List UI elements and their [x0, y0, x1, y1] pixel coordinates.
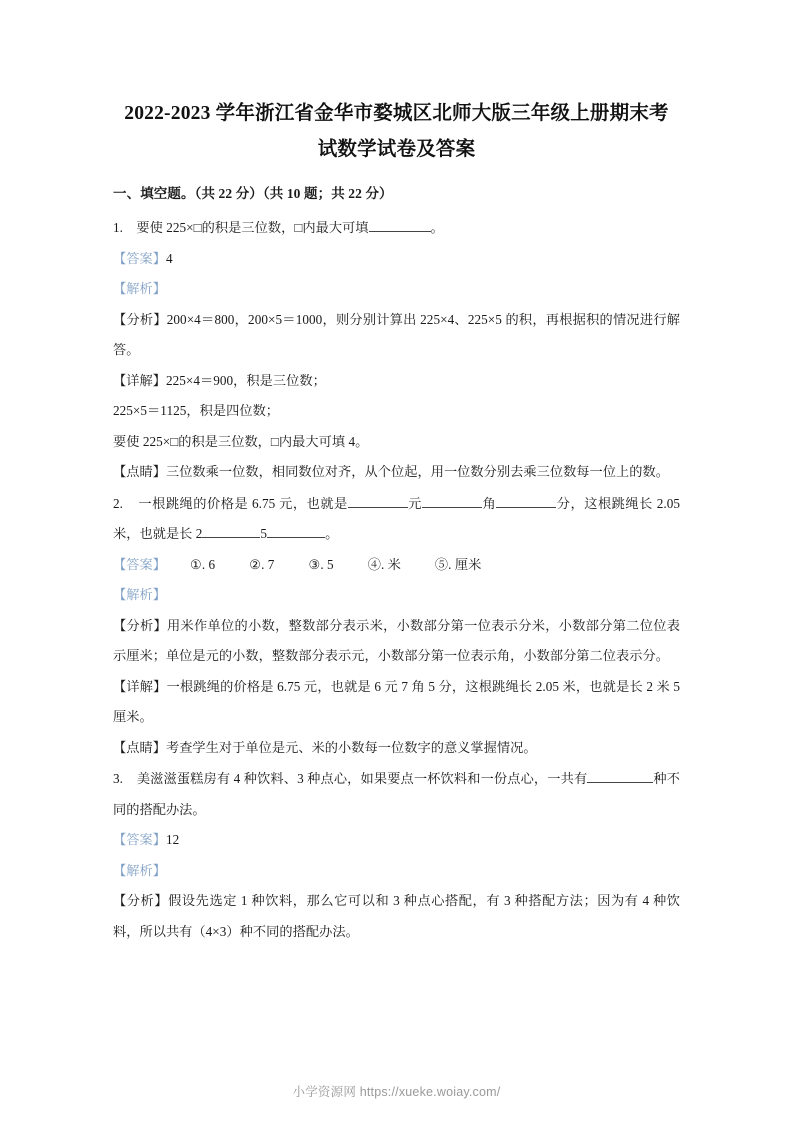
- question-stem-text-1: 要使 225×□的积是三位数，□内最大可填: [136, 220, 369, 235]
- detail-text-2: 一根跳绳的价格是 6.75 元，也就是 6 元 7 角 5 分，这根跳绳长 2.05 米，也就是长 2 米 5 厘米。: [113, 678, 681, 724]
- question-end-2: 。: [325, 526, 339, 541]
- option-mark: ①.: [189, 556, 206, 572]
- tip-line-2: [113, 733, 680, 764]
- tip-label: 【点睛】: [113, 739, 166, 755]
- option-mark: ④.: [367, 556, 385, 572]
- option-value: 5: [327, 556, 334, 572]
- tip-text-2: 考查学生对于单位是元、米的小数每一位数字的意义掌握情况。: [165, 739, 537, 755]
- explain-label: 【解析】: [113, 281, 166, 296]
- answer-label: 【答案】: [113, 250, 166, 266]
- answer-line-2: [113, 550, 680, 581]
- answer-option: [190, 550, 215, 581]
- question-stem-suffix-3: 种不同的搭配办法。: [113, 771, 680, 817]
- option-value: 7: [267, 556, 275, 572]
- footer-watermark: 小学资源网 https://xueke.woiay.com/: [292, 1085, 501, 1099]
- analysis-text-3: 假设先选定 1 种饮料，那么它可以和 3 种点心搭配，有 3 种搭配方法；因为有 4 种饮料，所以共有（4×3）种不同的搭配办法。: [113, 893, 680, 939]
- explain-line-3: [113, 856, 680, 887]
- answer-value-1: 4: [165, 250, 173, 266]
- analysis-label: 【分析】: [113, 311, 167, 327]
- option-value: 6: [208, 556, 216, 572]
- detail-text-1-2: 要使 225×□的积是三位数，□内最大可填 4。: [113, 433, 369, 449]
- answer-label: 【答案】: [113, 832, 166, 847]
- answer-blank[interactable]: [348, 507, 408, 508]
- option-mark: ⑤.: [434, 556, 452, 572]
- question-stem-3: [113, 764, 680, 825]
- explain-label: 【解析】: [113, 587, 166, 602]
- answer-value-3: 12: [165, 832, 180, 847]
- detail-line-1: [113, 366, 680, 397]
- question-stem-2: [113, 489, 680, 550]
- detail-line-1-c: [113, 427, 680, 458]
- question-unit-3: 分，这根跳绳长 2.05 米，也就是长 2: [113, 495, 680, 541]
- question-unit-2: 角: [482, 495, 497, 511]
- answer-label: 【答案】: [113, 556, 166, 572]
- detail-label: 【详解】: [113, 372, 166, 388]
- analysis-text-1: 200×4＝800，200×5＝1000，则分别计算出 225×4、225×5 的积，再根据积的情况进行解答。: [113, 311, 680, 357]
- analysis-text-2: 用米作单位的小数，整数部分表示米，小数部分第一位表示分米，小数部分第二位位表示厘米；单位是元的小数，整数部分表示元，小数部分第一位表示角，小数部分第二位表示分。: [113, 617, 680, 663]
- detail-label: 【详解】: [113, 678, 167, 694]
- question-stem-text-2: 一根跳绳的价格是 6.75 元，也就是: [138, 495, 348, 511]
- option-mark: ③.: [308, 556, 324, 572]
- option-mark: ②.: [249, 556, 265, 572]
- answer-blank[interactable]: [202, 537, 260, 538]
- explain-line-2: [113, 580, 680, 611]
- tip-text-1: 三位数乘一位数，相同数位对齐，从个位起，用一位数分别去乘三位数每一位上的数。: [165, 464, 669, 479]
- answer-blank[interactable]: [496, 507, 556, 508]
- detail-text-1-0: 225×4＝900，积是三位数；: [165, 372, 326, 388]
- explain-label: 【解析】: [113, 862, 166, 878]
- tip-line-1: [113, 457, 680, 488]
- answer-option: [435, 550, 481, 581]
- tip-label: 【点睛】: [113, 464, 166, 479]
- answer-option: [308, 550, 333, 581]
- question-stem-1: [113, 213, 680, 244]
- analysis-label: 【分析】: [113, 893, 169, 908]
- answer-blank[interactable]: [422, 507, 482, 508]
- answer-options-2: [166, 557, 481, 572]
- option-value: 米: [387, 556, 401, 572]
- analysis-line-2: [113, 611, 680, 672]
- analysis-label: 【分析】: [113, 617, 168, 633]
- detail-text-1-1: 225×5＝1125，积是四位数；: [113, 403, 280, 418]
- question-stem-suffix-1: 。: [430, 220, 444, 235]
- option-value: 厘米: [454, 556, 482, 572]
- answer-blank[interactable]: [369, 231, 431, 232]
- question-stem-text-3: 美滋滋蛋糕房有 4 种饮料、3 种点心，如果要点一杯饮料和一份点心，一共有: [136, 771, 588, 786]
- answer-line-3: [113, 825, 680, 856]
- question-mid-2: 5: [260, 526, 268, 541]
- answer-blank[interactable]: [267, 537, 325, 538]
- answer-line-1: [113, 244, 680, 275]
- analysis-line-1: [113, 305, 680, 366]
- question-number-3: 3.: [113, 771, 123, 786]
- answer-option: [249, 550, 274, 581]
- analysis-line-3: [113, 886, 680, 947]
- question-unit-1: 元: [407, 495, 423, 511]
- detail-line-2: [113, 672, 680, 733]
- question-number-2: 2.: [113, 495, 123, 511]
- explain-line-1: [113, 274, 680, 305]
- detail-line-1-b: [113, 396, 680, 427]
- answer-option: [368, 550, 401, 581]
- answer-blank[interactable]: [587, 782, 653, 783]
- page-title: 2022-2023 学年浙江省金华市婺城区北师大版三年级上册期末考试数学试卷及答案: [124, 103, 669, 160]
- question-number-1: 1.: [113, 220, 123, 235]
- section-heading: 一、填空题。（共 22 分）（共 10 题；共 22 分）: [113, 186, 393, 201]
